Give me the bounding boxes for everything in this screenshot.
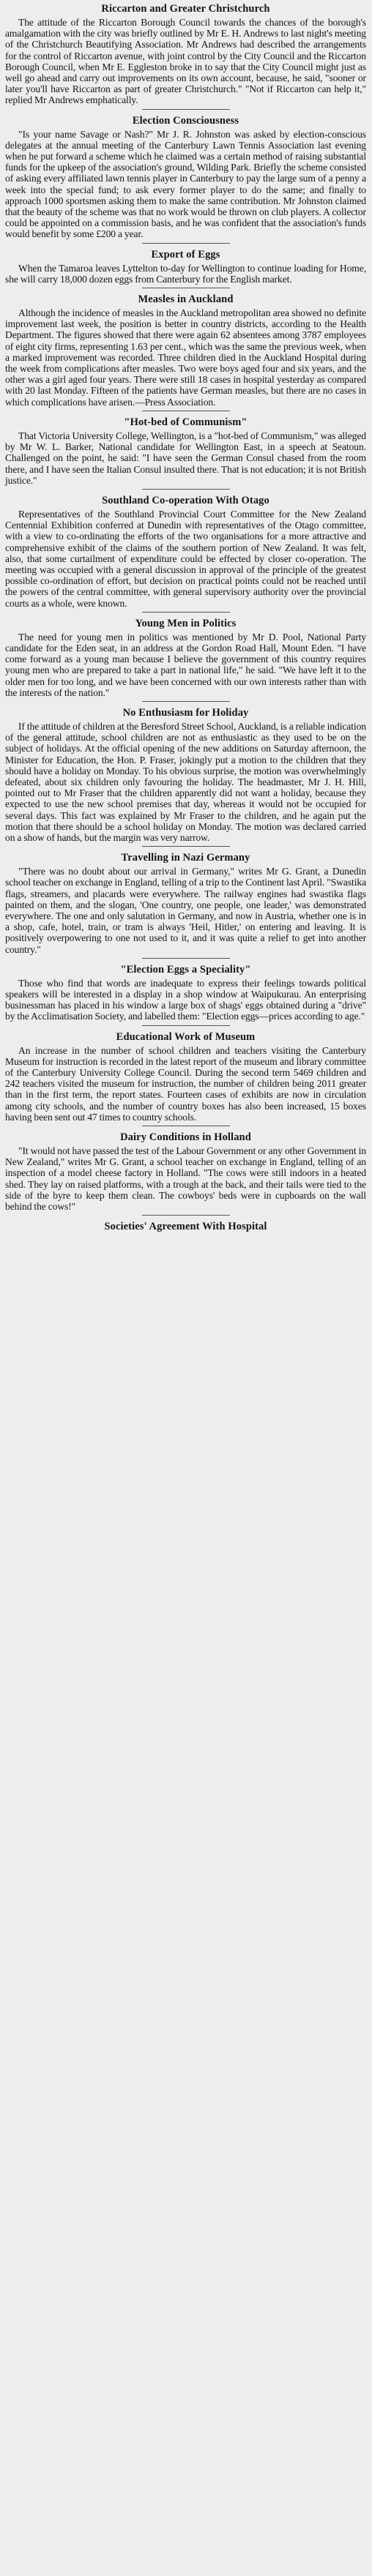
article [5, 1131, 366, 1216]
article-paragraph: "It would not have passed the test of the Labour Government or any other Government in New Zealand," writes Mr G. Grant, a school teacher on exchange in England, telling of an inspection of a model cheese factory in Holland. "The cows were still indoors in a heated shed. They lay on raised platforms, with a trough at the back, and their tails were tied to the side of the byre to keep them clean. The cowboys' beds were in cupboards on the wall behind the cows!" [5, 1145, 366, 1213]
separator-rule [142, 243, 230, 244]
article-headline: Young Men in Politics [135, 617, 237, 629]
article [5, 248, 366, 288]
article [5, 617, 366, 702]
article-paragraph: Those who find that words are inadequate to express their feelings towards political speakers will be interested in a display in a shop window at Waipukurau. An enterprising businessman has placed in his window a large box of shags' eggs obtained during a "drive" by the Acclimatisation Society, and labelled them: "Election eggs—prices according to age." [5, 977, 366, 1022]
article-headline: Educational Work of Museum [116, 1030, 256, 1043]
article [5, 293, 366, 411]
article-headline: Measles in Auckland [138, 293, 234, 306]
article-headline: Election Consciousness [132, 114, 239, 127]
article-headline: Dairy Conditions in Holland [120, 1131, 251, 1144]
article-headline: Export of Eggs [151, 248, 220, 261]
article-paragraph: Although the incidence of measles in the Auckland metropolitan area showed no definite improvement last week, the position is better in country districts, according to the Health Department. The figures showed that there were again 62 absentees among 3787 employees of eight city firms, representing 1.63 per cent., which was the same the previous week, when a marked improvement was recorded. Three children died in the Auckland Hospital during the week from complications after measles. Two were boys aged four and six years, and the other was a girl aged four years. There were still 18 cases in hospital yesterday as compared with 20 last Monday. Fifteen of the patients have German measles, but there are no cases in which complications have arisen.—Press Association. [5, 307, 366, 408]
article [5, 2, 366, 110]
separator-rule [142, 1025, 230, 1026]
article [5, 1220, 366, 1233]
article-paragraph: "There was no doubt about our arrival in Germany," writes Mr G. Grant, a Dunedin school teacher on exchange in England, telling of a trip to the Continent last April. "Swastika flags, streamers, and placards were everywhere. The railway engines had swastika flags painted on them, and the slogan, 'One country, one people, one leader,' was demonstrated everywhere. The one and only salutation in Germany, and now in Austria, whether one is in a shop, cafe, hotel, train, or tram is always 'Heil, Hitler,' on entering and leaving. It is positively overpowering to one not used to it, and it was quite a relief to get into another country." [5, 866, 366, 955]
article-paragraph: That Victoria University College, Wellington, is a "hot-bed of Communism," was alleged by Mr W. L. Barker, National candidate for Wellington East, in a speech at Seatoun. Challenged on the point, he said: "I have seen the German Consul chased from the room there, and I have seen the Italian Consul insulted there. That is not education; it is not British justice." [5, 430, 366, 486]
separator-rule [142, 958, 230, 959]
article [5, 494, 366, 613]
article-paragraph: An increase in the number of school children and teachers visiting the Canterbury Museum for instruction is recorded in the latest report of the museum and library committee of the Canterbury University College Council. During the second term 5469 children and 242 teachers visited the museum for instruction, the number of children being 2011 greater than in the first term, the report states. Fourteen cases of exhibits are now in circulation among city schools, and the number of country boxes has also been increased, 15 boxes having been sent out 47 times to country schools. [5, 1044, 366, 1123]
article-headline: No Enthusiasm for Holiday [122, 706, 249, 719]
separator-rule [142, 489, 230, 490]
separator-rule [142, 846, 230, 847]
article-headline: Riccarton and Greater Christchurch [101, 3, 270, 15]
separator-rule [142, 109, 230, 110]
article-paragraph: The need for young men in politics was mentioned by Mr D. Pool, National Party candidate for the Eden seat, in an address at the Gordon Road Hall, Mount Eden. "I have come forward as a young man because I believe the government of this country requires young men who are prepared to take a part in national life," he said. "We have left it to the older men for too long, and we have been concerned with our own interests rather than with the interests of the nation." [5, 631, 366, 698]
article [5, 706, 366, 847]
article-paragraph: The attitude of the Riccarton Borough Council towards the chances of the borough's amalgamation with the city was briefly outlined by Mr E. H. Andrews to last night's meeting of the Christchurch Beautifying Association. Mr Andrews had described the arrangements for the control of Riccarton avenue, with joint control by the City Council and the Riccarton Borough Council, when Mr E. Eggleston broke in to say that the City Council might just as well go ahead and carry out improvements on its own account, because, he said, "sooner or later you'll have Riccarton as part of greater Christchurch." "Not if Riccarton can help it," replied Mr Andrews emphatically. [5, 17, 366, 106]
article-paragraph: When the Tamaroa leaves Lyttelton to-day for Wellington to continue loading for Home, she will carry 18,000 dozen eggs from Canterbury for the English market. [5, 262, 366, 285]
article-headline: "Hot-bed of Communism" [124, 416, 248, 428]
separator-rule [142, 612, 230, 613]
article-paragraph: If the attitude of children at the Beresford Street School, Auckland, is a reliable indication of the general attitude, school children are not as enthusiastic as they used to be on the subject of holidays. At the official opening of the new additions on Saturday afternoon, the Minister for Education, the Hon. P. Fraser, jokingly put a motion to the children that they should have a holiday on Monday. To his obvious surprise, the motion was overwhelmingly defeated, about six children only favouring the holiday. The headmaster, Mr J. H. Hill, pointed out to Mr Fraser that the children apparently did not want a holiday, because they expected to use the new school premises that day, whereas it would not be occupied for several days. This fact was explained by Mr Fraser to the children, and he again put the motion that there should be a school holiday on Monday. The motion was declared carried on a show of hands, but the margin was very narrow. [5, 720, 366, 843]
article [5, 1030, 366, 1126]
article [5, 851, 366, 959]
article-headline: Southland Co-operation With Otago [102, 494, 269, 506]
article [5, 963, 366, 1026]
article-headline: Societies' Agreement With Hospital [104, 1221, 267, 1233]
separator-rule [142, 1215, 230, 1216]
article-paragraph: "Is your name Savage or Nash?" Mr J. R. Johnston was asked by election-conscious delegates at the annual meeting of the Canterbury Lawn Tennis Association last evening when he put forward a scheme which he claimed was a certain method of raising substantial funds for the upkeep of the association's ground, Wilding Park. Briefly the scheme consisted of asking every affiliated lawn tennis player in Canterbury to pay the large sum of a penny a week into the special fund; to ask every former player to do the same; and finally to approach 1000 sportsmen asking them to make the same contribution. Mr Johnston claimed that the beauty of the scheme was that no work would be thrown on club players. A collector could be appointed on a commission basis, and he was confident that the association's funds would benefit by some £200 a year. [5, 128, 366, 240]
separator-rule [142, 701, 230, 702]
article-headline: Travelling in Nazi Germany [121, 852, 250, 864]
article [5, 416, 366, 490]
article-headline: "Election Eggs a Speciality" [120, 963, 251, 976]
article [5, 114, 366, 244]
article-paragraph: Representatives of the Southland Provincial Court Committee for the New Zealand Centennial Exhibition conferred at Dunedin with representatives of the Otago committee, with a view to co-ordinating the efforts of the two organisations for a more attractive and comprehensive exhibit of the claims of the southern portion of New Zealand. It was felt, also, that some curtailment of expenditure could be effected by closer co-operation. The meeting was occupied with a general discussion in approval of the principle of the greatest possible co-ordination of effort, but decision on practical points could not be reached until the powers of the central committee, with general supervisory authority over the provincial courts as a whole, were known. [5, 508, 366, 609]
